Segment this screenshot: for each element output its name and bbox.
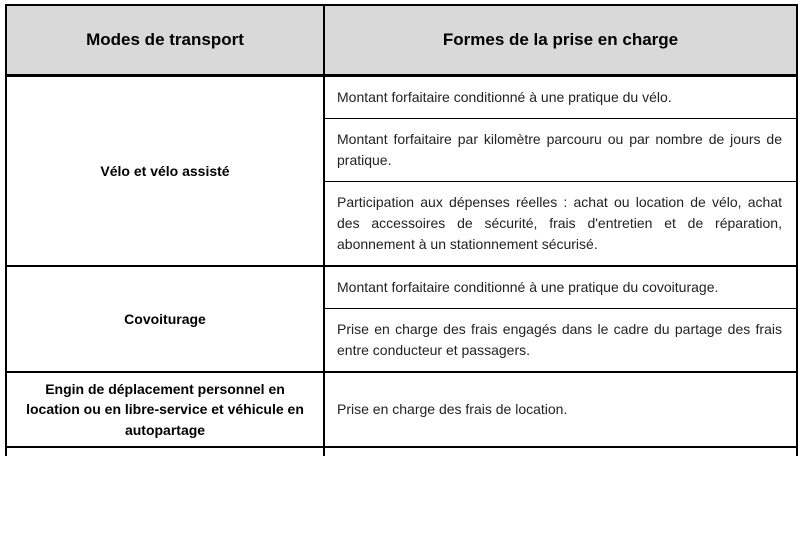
table-header-row xyxy=(6,5,797,76)
form-cell-engin-1: Prise en charge des frais de location. xyxy=(324,372,797,447)
form-cell-velo-1: Montant forfaitaire conditionné à une pratique du vélo. xyxy=(324,76,797,119)
form-cell-velo-2: Montant forfaitaire par kilomètre parcouru ou par nombre de jours de pratique. xyxy=(324,119,797,182)
mode-label-engin-de-deplacement-personnel: Engin de déplacement personnel en location ou en libre-service et véhicule en autopartage xyxy=(6,372,324,447)
mode-label-velo: Vélo et vélo assisté xyxy=(6,76,324,267)
form-cell-covoiturage-2: Prise en charge des frais engagés dans le cadre du partage des frais entre conducteur et passagers. xyxy=(324,309,797,373)
column-header-formes-de-la-prise-en-charge: Formes de la prise en charge xyxy=(324,5,797,76)
table-body xyxy=(6,76,797,456)
table-row xyxy=(6,266,797,309)
clipped-form-cell xyxy=(324,447,797,456)
clipped-mode-cell xyxy=(6,447,324,456)
form-cell-velo-3: Participation aux dépenses réelles : achat ou location de vélo, achat des accessoires de sécurité, frais d'entretien et de réparation, abonnement à un stationnement sécurisé. xyxy=(324,182,797,267)
benefits-table xyxy=(5,4,798,456)
mode-label-covoiturage: Covoiturage xyxy=(6,266,324,372)
table-header xyxy=(6,5,797,76)
form-cell-covoiturage-1: Montant forfaitaire conditionné à une pratique du covoiturage. xyxy=(324,266,797,309)
table-row xyxy=(6,76,797,119)
table-row xyxy=(6,372,797,447)
column-header-modes-de-transport: Modes de transport xyxy=(6,5,324,76)
table-row-clipped xyxy=(6,447,797,456)
